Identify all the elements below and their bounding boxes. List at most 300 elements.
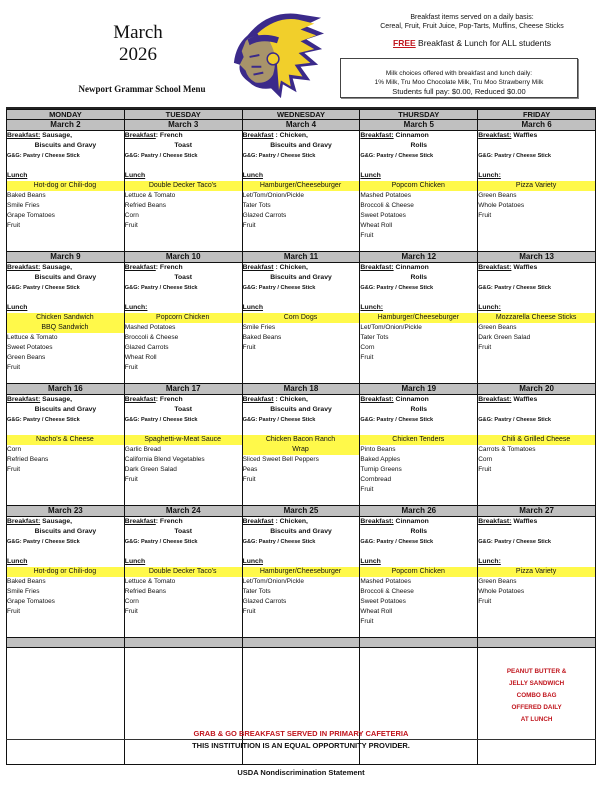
lunch-label: Lunch: [124, 558, 146, 565]
grab-and-go-item: G&G: Pastry / Cheese Stick: [124, 539, 198, 545]
side-item: Garlic Bread: [124, 446, 161, 453]
date-header: March 4: [242, 120, 360, 131]
spacer: [478, 141, 595, 151]
lunch-label: Lunch: [242, 304, 263, 311]
breakfast-label: Breakfast: [242, 264, 274, 271]
breakfast-item-cont: Biscuits and Gravy: [34, 274, 97, 281]
breakfast-item: Cinnamon: [393, 264, 429, 271]
side-item: Fruit: [478, 212, 492, 219]
side-item: Let/Tom/Onion/Pickle: [242, 192, 305, 199]
breakfast-line: [125, 131, 242, 141]
lunch-label: Lunch: [242, 558, 263, 565]
free-meals-text: Breakfast & Lunch for ALL students: [415, 38, 551, 48]
date-header-row: [7, 120, 596, 131]
side-item: Fruit: [7, 222, 20, 229]
grab-and-go-item: G&G: Pastry / Cheese Stick: [360, 539, 434, 545]
breakfast-note-line1: Breakfast items served on a daily basis:: [410, 14, 534, 21]
day-menu-cell: [242, 263, 360, 384]
breakfast-daily-note: [360, 13, 584, 31]
blank-date-cell: [242, 638, 360, 648]
spacer: [360, 547, 477, 557]
side-item: Carrots & Tomatoes: [478, 446, 536, 453]
spacer: [125, 425, 242, 435]
breakfast-line: [360, 263, 477, 273]
lunch-entree: Double Decker Taco's: [124, 181, 241, 191]
spacer: [7, 425, 124, 435]
breakfast-item-cont: Rolls: [410, 142, 428, 149]
lunch-entree: Double Decker Taco's: [124, 567, 241, 577]
breakfast-label: Breakfast: [242, 518, 274, 525]
spacer: [360, 425, 477, 435]
side-item: Fruit: [360, 354, 374, 361]
day-menu-cell: [242, 395, 360, 506]
grab-and-go-item: G&G: Pastry / Cheese Stick: [242, 153, 316, 159]
side-item: Fruit: [124, 476, 138, 483]
breakfast-line: [478, 263, 595, 273]
spacer: [7, 161, 124, 171]
side-item: Corn: [7, 446, 22, 453]
lunch-label: Lunch: [7, 304, 28, 311]
day-menu-cell: [360, 395, 478, 506]
lunch-entree: Pizza Variety: [478, 181, 595, 191]
side-item: Baked Beans: [7, 578, 46, 585]
date-header: March 12: [360, 252, 478, 263]
side-item: Broccoli & Cheese: [360, 588, 414, 595]
side-item: Sweet Potatoes: [360, 598, 406, 605]
spacer: [360, 293, 477, 303]
day-menu-cell: [7, 263, 125, 384]
breakfast-item-cont: Toast: [174, 142, 192, 149]
side-item: Fruit: [242, 222, 256, 229]
lunch-entree: Popcorn Chicken: [360, 181, 477, 191]
side-item: Let/Tom/Onion/Pickle: [360, 324, 422, 331]
spacer: [243, 547, 360, 557]
grab-and-go-item: G&G: Pastry / Cheese Stick: [242, 285, 316, 291]
lunch-entree: BBQ Sandwich: [7, 323, 124, 333]
breakfast-line: [243, 517, 360, 527]
lunch-entree: Wrap: [242, 445, 359, 455]
breakfast-line: [125, 517, 242, 527]
milk-line1: Milk choices offered with breakfast and lunch daily:: [385, 70, 533, 77]
lunch-label: Lunch:: [478, 558, 501, 565]
side-item: Corn: [124, 212, 139, 219]
lunch-label: Lunch:: [360, 304, 384, 311]
date-header: March 9: [7, 252, 125, 263]
grab-and-go-item: G&G: Pastry / Cheese Stick: [478, 153, 551, 159]
menu-calendar: [6, 109, 596, 765]
day-menu-cell: [7, 517, 125, 638]
breakfast-label: Breakfast:: [7, 518, 41, 525]
side-item: Lettuce & Tomato: [7, 334, 58, 341]
breakfast-line: [478, 131, 595, 141]
side-item: Dark Green Salad: [478, 334, 531, 341]
side-item: Fruit: [478, 598, 492, 605]
lunch-label: Lunch: [7, 172, 28, 179]
spacer: [243, 425, 360, 435]
side-item: Baked Apples: [360, 456, 401, 463]
blank-date-cell: [478, 638, 596, 648]
date-header: March 3: [124, 120, 242, 131]
day-menu-cell: [478, 131, 596, 252]
equal-opportunity-statement: THIS INSTITUITION IS AN EQUAL OPPORTUNITY PROVIDER.: [192, 741, 410, 750]
date-header: March 6: [478, 120, 596, 131]
breakfast-item: Sausage,: [40, 396, 72, 403]
day-menu-cell: [360, 131, 478, 252]
breakfast-item: : French: [155, 264, 183, 271]
week-row: [7, 395, 596, 506]
breakfast-item: Sausage,: [40, 518, 72, 525]
grab-and-go-item: G&G: Pastry / Cheese Stick: [360, 417, 434, 423]
date-header: March 27: [478, 506, 596, 517]
grab-and-go-item: G&G: Pastry / Cheese Stick: [7, 153, 80, 159]
breakfast-line: [7, 263, 124, 273]
lunch-entree: Spaghetti-w-Meat Sauce: [124, 435, 241, 445]
side-item: Tater Tots: [242, 588, 271, 595]
side-item: Green Beans: [478, 192, 517, 199]
spacer: [478, 161, 595, 171]
spacer: [360, 161, 477, 171]
side-item: Broccoli & Cheese: [360, 202, 414, 209]
grab-and-go-item: G&G: Pastry / Cheese Stick: [124, 153, 198, 159]
day-friday: FRIDAY: [478, 110, 596, 120]
side-item: Whole Potatoes: [478, 202, 525, 209]
day-menu-cell: [124, 395, 242, 506]
side-item: Corn: [478, 456, 493, 463]
side-item: Lettuce & Tomato: [124, 192, 176, 199]
pbj-line: OFFERED DAILY: [511, 704, 562, 711]
side-item: Glazed Carrots: [242, 598, 287, 605]
side-item: Baked Beans: [7, 192, 46, 199]
day-wednesday: WEDNESDAY: [242, 110, 360, 120]
spacer: [7, 547, 124, 557]
breakfast-item-cont: Biscuits and Gravy: [34, 406, 97, 413]
date-header: March 18: [242, 384, 360, 395]
side-item: Refried Beans: [7, 456, 49, 463]
breakfast-line: [7, 395, 124, 405]
spacer: [478, 527, 595, 537]
date-header: March 16: [7, 384, 125, 395]
side-item: Grape Tomatoes: [7, 598, 55, 605]
side-item: Refried Beans: [124, 202, 166, 209]
side-item: Fruit: [7, 608, 20, 615]
day-menu-cell: [124, 517, 242, 638]
grab-and-go-item: G&G: Pastry / Cheese Stick: [7, 539, 80, 545]
grab-and-go-item: G&G: Pastry / Cheese Stick: [360, 285, 434, 291]
spacer: [478, 273, 595, 283]
breakfast-item: Waffles: [511, 132, 538, 139]
side-item: Corn: [360, 344, 375, 351]
year-title: 2026: [119, 44, 157, 65]
breakfast-label: Breakfast:: [7, 396, 41, 403]
day-header-row: [7, 110, 596, 120]
pay-line: Students full pay: $0.00, Reduced $0.00: [392, 87, 526, 96]
breakfast-label: Breakfast: [124, 132, 156, 139]
side-item: Dark Green Salad: [124, 466, 177, 473]
week-row: [7, 263, 596, 384]
breakfast-line: [7, 131, 124, 141]
date-header: March 2: [7, 120, 125, 131]
blank-date-cell: [7, 638, 125, 648]
side-item: Peas: [242, 466, 258, 473]
lunch-entree: Corn Dogs: [242, 313, 359, 323]
side-item: Fruit: [124, 608, 138, 615]
day-menu-cell: [124, 263, 242, 384]
lunch-entree: Hamburger/Cheeseburger: [360, 313, 477, 323]
lunch-label: Lunch: [242, 172, 263, 179]
breakfast-item: : French: [155, 518, 183, 525]
date-header: March 20: [478, 384, 596, 395]
spacer: [243, 293, 360, 303]
side-item: Fruit: [242, 476, 256, 483]
breakfast-note-line2: Cereal, Fruit, Fruit Juice, Pop-Tarts, Muffins, Cheese Sticks: [380, 23, 564, 30]
side-item: Green Beans: [478, 324, 517, 331]
breakfast-label: Breakfast:: [478, 264, 512, 271]
day-menu-cell: [360, 263, 478, 384]
breakfast-item-cont: Biscuits and Gravy: [34, 142, 97, 149]
spacer: [478, 405, 595, 415]
side-item: Grape Tomatoes: [7, 212, 55, 219]
breakfast-item-cont: Toast: [174, 528, 192, 535]
pbj-line: JELLY SANDWICH: [508, 680, 565, 687]
breakfast-line: [125, 395, 242, 405]
side-item: Smile Fries: [7, 202, 40, 209]
side-item: Fruit: [478, 344, 492, 351]
month-title: March: [113, 22, 163, 43]
lunch-entree: Chili & Grilled Cheese: [478, 435, 595, 445]
day-monday: MONDAY: [7, 110, 125, 120]
breakfast-label: Breakfast:: [478, 396, 512, 403]
side-item: Mashed Potatoes: [360, 578, 411, 585]
footer-divider: [6, 739, 596, 740]
spacer: [478, 425, 595, 435]
side-item: Fruit: [360, 618, 374, 625]
date-header-row: [7, 252, 596, 263]
spacer: [478, 293, 595, 303]
grab-and-go-item: G&G: Pastry / Cheese Stick: [360, 153, 434, 159]
date-header: March 19: [360, 384, 478, 395]
grab-and-go-item: G&G: Pastry / Cheese Stick: [242, 539, 316, 545]
breakfast-item-cont: Rolls: [410, 528, 428, 535]
grab-and-go-item: G&G: Pastry / Cheese Stick: [478, 285, 551, 291]
indian-chief-logo-icon: [228, 6, 326, 104]
side-item: Glazed Carrots: [242, 212, 287, 219]
spacer: [7, 293, 124, 303]
lunch-label: Lunch: [360, 558, 381, 565]
breakfast-item: Cinnamon: [393, 518, 429, 525]
side-item: Cornbread: [360, 476, 392, 483]
day-menu-cell: [478, 395, 596, 506]
breakfast-line: [7, 517, 124, 527]
side-item: Pinto Beans: [360, 446, 396, 453]
side-item: California Blend Vegetables: [124, 456, 205, 463]
side-item: Glazed Carrots: [124, 344, 169, 351]
side-item: Refried Beans: [124, 588, 166, 595]
lunch-entree: Hot-dog or Chili-dog: [7, 567, 124, 577]
week-row: [7, 131, 596, 252]
side-item: Sweet Potatoes: [360, 212, 406, 219]
blank-header-row: [7, 638, 596, 648]
date-header: March 17: [124, 384, 242, 395]
lunch-entree: Nacho's & Cheese: [7, 435, 124, 445]
pbj-line: COMBO BAG: [516, 692, 557, 699]
breakfast-item: Sausage,: [40, 264, 72, 271]
breakfast-label: Breakfast: [242, 396, 274, 403]
breakfast-label: Breakfast:: [478, 518, 512, 525]
side-item: Mashed Potatoes: [360, 192, 411, 199]
blank-date-cell: [124, 638, 242, 648]
side-item: Wheat Roll: [360, 222, 393, 229]
side-item: Fruit: [242, 608, 256, 615]
date-header: March 5: [360, 120, 478, 131]
lunch-entree: Chicken Tenders: [360, 435, 477, 445]
blank-date-cell: [360, 638, 478, 648]
side-item: Sweet Potatoes: [7, 344, 53, 351]
grab-and-go-item: G&G: Pastry / Cheese Stick: [124, 417, 198, 423]
lunch-entree: Chicken Bacon Ranch: [242, 435, 359, 445]
lunch-entree: Hamburger/Cheeseburger: [242, 181, 359, 191]
lunch-label: Lunch: [360, 172, 381, 179]
date-header-row: [7, 506, 596, 517]
side-item: Fruit: [242, 344, 256, 351]
side-item: Fruit: [7, 466, 20, 473]
date-header: March 13: [478, 252, 596, 263]
breakfast-label: Breakfast:: [478, 132, 512, 139]
breakfast-label: Breakfast:: [360, 132, 394, 139]
date-header-row: [7, 384, 596, 395]
grab-and-go-item: G&G: Pastry / Cheese Stick: [7, 417, 80, 423]
spacer: [125, 293, 242, 303]
lunch-entree: Chicken Sandwich: [7, 313, 124, 323]
free-meals-note: [360, 38, 584, 48]
date-header: March 11: [242, 252, 360, 263]
day-menu-cell: [242, 131, 360, 252]
side-item: Sliced Sweet Bell Peppers: [242, 456, 319, 463]
milk-line2: 1% Milk, Tru Moo Chocolate Milk, Tru Moo Strawberry Milk: [374, 79, 544, 86]
breakfast-item: Waffles: [511, 264, 538, 271]
lunch-entree: Pizza Variety: [478, 567, 595, 577]
side-item: Mashed Potatoes: [124, 324, 176, 331]
breakfast-item-cont: Toast: [174, 274, 192, 281]
grab-and-go-item: G&G: Pastry / Cheese Stick: [124, 285, 198, 291]
breakfast-line: [243, 131, 360, 141]
side-item: Fruit: [7, 364, 20, 371]
breakfast-item-cont: Biscuits and Gravy: [270, 406, 332, 413]
day-menu-cell: [7, 131, 125, 252]
date-header: March 10: [124, 252, 242, 263]
grab-and-go-item: G&G: Pastry / Cheese Stick: [242, 417, 316, 423]
breakfast-item-cont: Toast: [174, 406, 192, 413]
lunch-label: Lunch:: [478, 172, 501, 179]
breakfast-item: Cinnamon: [393, 396, 429, 403]
side-item: Fruit: [478, 466, 492, 473]
side-item: Fruit: [124, 364, 138, 371]
date-header: March 25: [242, 506, 360, 517]
lunch-label: Lunch:: [124, 304, 148, 311]
weeks-body: [7, 120, 596, 638]
breakfast-item-cont: Biscuits and Gravy: [34, 528, 97, 535]
week-row: [7, 517, 596, 638]
breakfast-label: Breakfast: [242, 132, 274, 139]
breakfast-line: [360, 395, 477, 405]
breakfast-line: [125, 263, 242, 273]
breakfast-line: [360, 131, 477, 141]
breakfast-item: Waffles: [511, 518, 538, 525]
breakfast-item: : French: [155, 396, 183, 403]
breakfast-item: : French: [155, 132, 183, 139]
side-item: Smile Fries: [242, 324, 276, 331]
spacer: [125, 547, 242, 557]
pbj-line: PEANUT BUTTER &: [506, 668, 567, 675]
breakfast-label: Breakfast: [124, 264, 156, 271]
grab-and-go-item: G&G: Pastry / Cheese Stick: [478, 417, 551, 423]
usda-statement-link[interactable]: USDA Nondiscrimination Statement: [237, 768, 365, 777]
spacer: [125, 161, 242, 171]
date-header: March 26: [360, 506, 478, 517]
day-menu-cell: [360, 517, 478, 638]
breakfast-item-cont: Biscuits and Gravy: [270, 274, 332, 281]
side-item: Wheat Roll: [360, 608, 393, 615]
menu-subtitle: Newport Grammar School Menu: [78, 84, 206, 94]
breakfast-label: Breakfast:: [7, 132, 41, 139]
lunch-entree: Mozzarella Cheese Sticks: [478, 313, 595, 323]
pbj-note: [478, 648, 595, 726]
breakfast-label: Breakfast:: [360, 264, 394, 271]
breakfast-line: [360, 517, 477, 527]
side-item: Fruit: [360, 232, 374, 239]
date-header: March 24: [124, 506, 242, 517]
lunch-label: Lunch: [124, 172, 146, 179]
breakfast-item: Waffles: [511, 396, 538, 403]
lunch-label: Lunch:: [478, 304, 501, 311]
day-thursday: THURSDAY: [360, 110, 478, 120]
pbj-line: AT LUNCH: [520, 716, 553, 723]
side-item: Whole Potatoes: [478, 588, 525, 595]
side-item: Green Beans: [7, 354, 46, 361]
grab-and-go-item: G&G: Pastry / Cheese Stick: [478, 539, 551, 545]
side-item: Broccoli & Cheese: [124, 334, 179, 341]
breakfast-line: [243, 263, 360, 273]
breakfast-label: Breakfast:: [360, 396, 394, 403]
grab-and-go-item: G&G: Pastry / Cheese Stick: [7, 285, 80, 291]
lunch-label: Lunch: [7, 558, 28, 565]
lunch-entree: Hamburger/Cheeseburger: [242, 567, 359, 577]
breakfast-line: [478, 395, 595, 405]
day-menu-cell: [242, 517, 360, 638]
lunch-entree: Hot-dog or Chili-dog: [7, 181, 124, 191]
side-item: Baked Beans: [242, 334, 282, 341]
day-menu-cell: [124, 131, 242, 252]
lunch-entree: Popcorn Chicken: [360, 567, 477, 577]
spacer: [243, 161, 360, 171]
breakfast-item-cont: Biscuits and Gravy: [270, 142, 332, 149]
grab-and-go-note: GRAB & GO BREAKFAST SERVED IN PRIMARY CAFETERIA: [193, 729, 409, 738]
day-menu-cell: [478, 517, 596, 638]
breakfast-label: Breakfast:: [360, 518, 394, 525]
breakfast-item: : Chicken,: [273, 396, 308, 403]
day-menu-cell: [7, 395, 125, 506]
breakfast-label: Breakfast:: [7, 264, 41, 271]
side-item: Corn: [124, 598, 139, 605]
side-item: Smile Fries: [7, 588, 40, 595]
day-menu-cell: [478, 263, 596, 384]
side-item: Tater Tots: [242, 202, 271, 209]
breakfast-item: : Chicken,: [273, 264, 308, 271]
breakfast-item-cont: Rolls: [410, 274, 428, 281]
breakfast-line: [478, 517, 595, 527]
breakfast-item-cont: Rolls: [410, 406, 428, 413]
side-item: Turnip Greens: [360, 466, 402, 473]
breakfast-item-cont: Biscuits and Gravy: [270, 528, 332, 535]
